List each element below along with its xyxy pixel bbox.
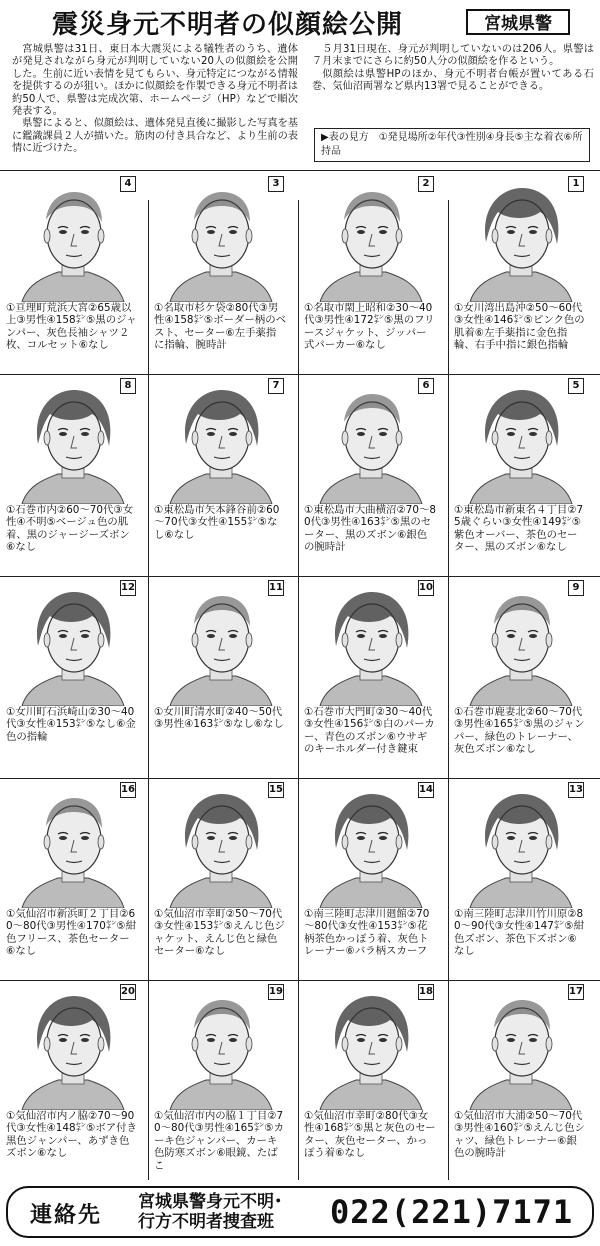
portrait-sketch <box>462 786 580 908</box>
portrait-sketch <box>162 786 280 908</box>
portrait-card <box>452 378 586 568</box>
divider <box>0 170 600 171</box>
article-paragraph: 似顔絵は県警HPのほか、身元不明者台帳が置いてある石巻、気仙沼両署など県内13署で見ることができる。 <box>312 68 594 93</box>
portrait-sketch <box>14 584 132 706</box>
portrait-caption: ①石巻市内②60～70代③女性④不明⑤ベージュ色の肌着、黒のジャージーズボン⑥なし <box>6 504 134 554</box>
portrait-card <box>452 580 586 770</box>
portrait-card <box>152 176 286 366</box>
portrait-caption: ①気仙沼市内ノ脇②70～90代③女性④148㌢⑤ボア付き黒色ジャンパー、あずき色ズボン⑥なし <box>6 1110 137 1160</box>
portrait-caption: ①女川湾出島沖②50～60代③女性④146㌢⑤ピンク色の肌着⑥左手薬指に金色指輪、右手中指に銀色指輪 <box>454 302 585 352</box>
portrait-sketch <box>14 180 132 302</box>
portrait-caption: ①東松島市矢本鋒谷前②60～70代③女性④155㌢⑤なし⑥なし <box>154 504 280 541</box>
portrait-caption: ①東松島市新東名４丁目②75歳ぐらい③女性④149㌢⑤紫色オーバー、茶色のセーター、黒のズボン⑥なし <box>454 504 584 554</box>
portrait-sketch <box>162 382 280 504</box>
portrait-card <box>452 176 586 366</box>
portrait-sketch <box>312 382 430 504</box>
contact-organization <box>138 1192 328 1232</box>
portrait-caption: ①南三陸町志津川廻館②70～80代③女性④153㌢⑤花柄茶色かっぽう着、灰色トレーナー⑥バラ柄スカーフ <box>304 908 430 958</box>
contact-label: 連絡先 <box>30 1203 103 1228</box>
column-divider <box>298 200 299 1180</box>
portrait-number: 11 <box>268 580 284 596</box>
portrait-caption: ①東松島市大曲横沼②70～80代③男性④163㌢⑤黒のセーター、黒のズボン⑥銀色の腕時計 <box>304 504 436 554</box>
column-divider <box>148 200 149 1180</box>
headline: 震災身元不明者の似顔絵公開 <box>52 10 404 40</box>
contact-box <box>6 1186 594 1238</box>
portrait-sketch <box>14 382 132 504</box>
portrait-number: 12 <box>120 580 136 596</box>
row-divider <box>0 778 600 779</box>
portrait-sketch <box>312 988 430 1110</box>
portrait-caption: ①女川町清水町②40～50代③男性④163㌢⑤なし⑥なし <box>154 706 284 731</box>
portrait-sketch <box>312 180 430 302</box>
portrait-number: 5 <box>568 378 584 394</box>
portrait-caption: ①気仙沼市新浜町２丁目②60～80代③男性④170㌢⑤紺色フリース、茶色セーター⑥なし <box>6 908 136 958</box>
portrait-number: 18 <box>418 984 434 1000</box>
source-badge: 宮城県警 <box>466 9 570 35</box>
portrait-caption: ①女川町石浜崎山②30～40代③女性④153㌢⑤なし⑥金色の指輪 <box>6 706 136 743</box>
portrait-sketch <box>462 584 580 706</box>
portrait-number: 4 <box>120 176 136 192</box>
portrait-card <box>4 782 138 972</box>
portrait-number: 14 <box>418 782 434 798</box>
table-legend-box: ▶表の見方 ①発見場所②年代③性別④身長⑤主な着衣⑥所持品 <box>314 128 590 162</box>
portrait-card <box>4 580 138 770</box>
column-divider <box>448 200 449 1180</box>
portrait-card <box>452 984 586 1174</box>
portrait-card <box>452 782 586 972</box>
portrait-number: 6 <box>418 378 434 394</box>
portrait-caption: ①名取市杉ケ袋②80代③男性④158㌢⑤ボーダー柄のベスト、セーター⑥左手薬指に指輪、腕時計 <box>154 302 286 352</box>
portrait-caption: ①気仙沼市幸町②80代③女性④168㌢⑤黒と灰色のセーター、灰色セーター、かっぽう着⑥なし <box>304 1110 436 1160</box>
portrait-number: 2 <box>418 176 434 192</box>
portrait-sketch <box>14 988 132 1110</box>
portrait-caption: ①亘理町荒浜大宮②65歳以上③男性④158㌢⑤黒のジャンパー、灰色長袖シャツ２枚、コルセット⑥なし <box>6 302 137 352</box>
portrait-card <box>4 378 138 568</box>
organization-line: 宮城県警身元不明･ <box>138 1192 283 1212</box>
portrait-card <box>302 378 436 568</box>
article-column-right <box>312 44 594 94</box>
portrait-caption: ①南三陸町志津川竹川原②80～90代③女性④147㌢⑤紺色ズボン、茶色下ズボン⑥なし <box>454 908 584 958</box>
portrait-sketch <box>162 584 280 706</box>
portrait-sketch <box>462 382 580 504</box>
article-column-left <box>12 44 298 156</box>
portrait-caption: ①名取市閖上昭和②30～40代③男性④172㌢⑤黒のフリースジャケット、ジッパー式パーカー⑥なし <box>304 302 435 352</box>
portrait-card <box>302 782 436 972</box>
portrait-number: 13 <box>568 782 584 798</box>
portrait-sketch <box>162 180 280 302</box>
portrait-number: 10 <box>418 580 434 596</box>
portrait-sketch <box>312 786 430 908</box>
portrait-card <box>152 580 286 770</box>
portrait-sketch <box>162 988 280 1110</box>
portrait-number: 8 <box>120 378 136 394</box>
portrait-card <box>4 176 138 366</box>
portrait-card <box>152 984 286 1174</box>
portrait-card <box>302 984 436 1174</box>
portrait-number: 9 <box>568 580 584 596</box>
portrait-caption: ①石巻市大門町②30～40代③女性④156㌢⑤白のパーカー、青色のズボン⑥ウサギのキーホルダー付き鍵束 <box>304 706 435 756</box>
portrait-number: 17 <box>568 984 584 1000</box>
article-paragraph: ５月31日現在、身元が判明していないのは206人。県警は７月末までにさらに約50人分の似顔絵を作るという。 <box>312 44 594 68</box>
portrait-number: 3 <box>268 176 284 192</box>
portrait-card <box>302 176 436 366</box>
row-divider <box>0 576 600 577</box>
portrait-number: 7 <box>268 378 284 394</box>
portrait-number: 19 <box>268 984 284 1000</box>
portrait-card <box>302 580 436 770</box>
portrait-card <box>4 984 138 1174</box>
portrait-sketch <box>14 786 132 908</box>
portrait-card <box>152 782 286 972</box>
portrait-card <box>152 378 286 568</box>
portrait-sketch <box>312 584 430 706</box>
portrait-caption: ①気仙沼市内の脇１丁目②70～80代③男性④165㌢⑤カーキ色ジャンパー、カーキ色防寒ズボン⑥眼鏡、たばこ <box>154 1110 284 1172</box>
portrait-caption: ①気仙沼市幸町②50～70代③女性④153㌢⑤えんじ色ジャケット、えんじ色と緑色セーター⑥なし <box>154 908 285 958</box>
article-paragraph: 宮城県警は31日、東日本大震災による犠牲者のうち、遺体が発見されながら身元が判明していない20人の似顔絵を公開した。生前に近い表情を見てもらい、身元特定につながる情報を提供するのが狙い。ほかに似顔絵を作製できる身元不明者は約50人で、県警は完成次第、ホームページ（HP）などで順次発表する。 <box>12 44 298 118</box>
portrait-number: 16 <box>120 782 136 798</box>
portrait-number: 20 <box>120 984 136 1000</box>
row-divider <box>0 980 600 981</box>
article-paragraph: 県警によると、似顔絵は、遺体発見直後に撮影した写真を基に鑑識課員２人が描いた。筋肉の付き具合など、より生前の表情に近づけた。 <box>12 118 298 155</box>
contact-phone-number: 022(221)7171 <box>330 1193 574 1231</box>
portrait-sketch <box>462 180 580 302</box>
portrait-sketch <box>462 988 580 1110</box>
portrait-number: 1 <box>568 176 584 192</box>
portrait-caption: ①石巻市鹿妻北②60～70代③男性④165㌢⑤黒のジャンパー、緑色のトレーナー、灰色ズボン⑥なし <box>454 706 585 756</box>
portrait-number: 15 <box>268 782 284 798</box>
row-divider <box>0 374 600 375</box>
organization-line: 行方不明者捜査班 <box>138 1212 274 1232</box>
portrait-caption: ①気仙沼市大浦②50～70代③男性④160㌢⑤えんじ色シャツ、緑色トレーナー⑥銀色の腕時計 <box>454 1110 585 1160</box>
